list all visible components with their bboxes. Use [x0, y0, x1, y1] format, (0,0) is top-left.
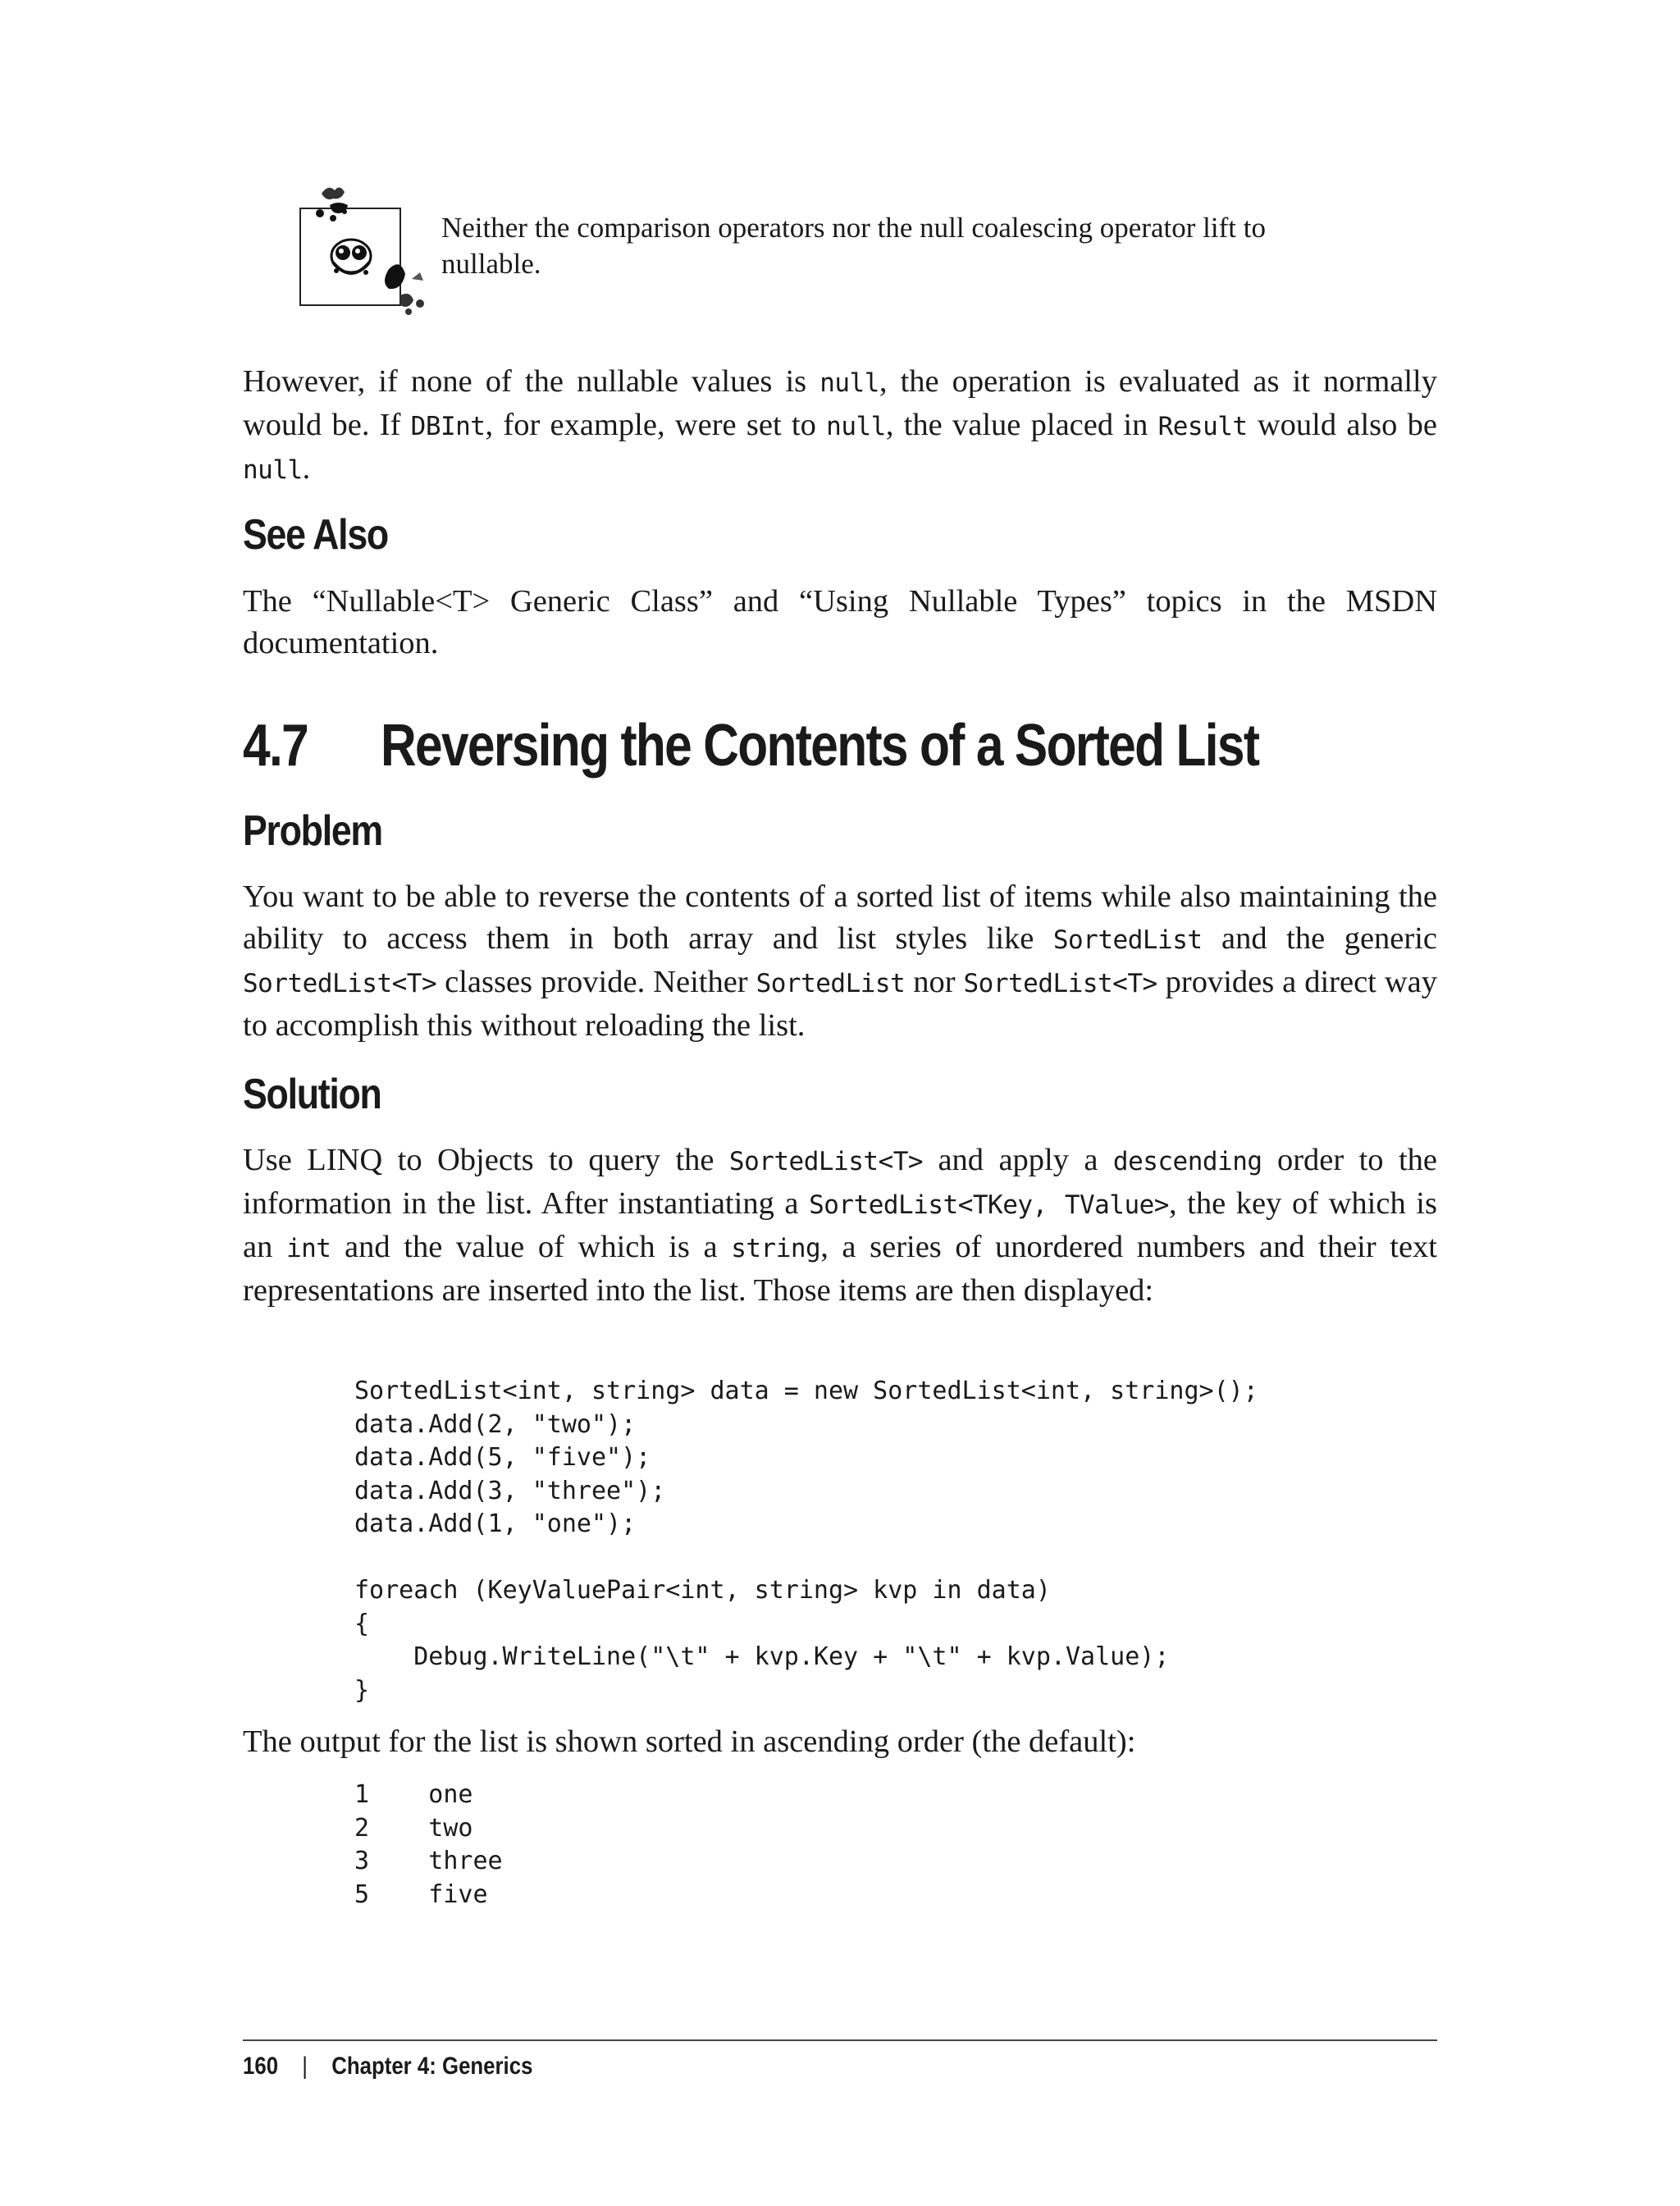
- solution-heading: Solution: [243, 1071, 381, 1118]
- inline-code: SortedList<TKey, TValue>: [809, 1190, 1169, 1220]
- chapter-label: Chapter 4: Generics: [331, 2053, 533, 2080]
- code-listing-output: 1 one 2 two 3 three 5 five: [354, 1780, 503, 1909]
- code-listing-sortedlist: SortedList<int, string> data = new SortedList<int, string>(); data.Add(2, "two"); data.Add(5, "five"); data.Add(3, "three"); data.Add(1, "one"); foreach (KeyValuePair<int, string> kvp in data) { Debug.WriteLine("\t" + kvp.Key + "\t" + kvp.Value); }: [354, 1377, 1258, 1705]
- inline-code: null: [826, 412, 886, 441]
- inline-code: DBInt: [410, 412, 486, 441]
- note-box: [297, 180, 1445, 320]
- see-also-heading: See Also: [243, 511, 388, 559]
- inline-code: int: [285, 1234, 331, 1263]
- inline-code: Result: [1157, 412, 1248, 441]
- inline-code: null: [243, 455, 303, 485]
- inline-code: SortedList<T>: [728, 1147, 924, 1176]
- inline-code: SortedList: [1052, 925, 1203, 955]
- recipe-number: 4.7: [243, 713, 308, 779]
- solution-text: Use LINQ to Objects to query the SortedList<T> and apply a descending order to the information in the list. After instantiating a SortedList<TKey, TValue>, the key of which is an int and the value of which is a string, a series of unordered numbers and their text representations are inserted into the list. Those items are then displayed:: [243, 1143, 1438, 1308]
- inline-code: null: [819, 368, 879, 398]
- page-footer: [243, 2053, 532, 2080]
- see-also-text: The “Nullable<T> Generic Class” and “Using Nullable Types” topics in the MSDN documentation.: [243, 584, 1437, 660]
- inline-code: descending: [1112, 1147, 1262, 1176]
- note-text: Neither the comparison operators nor the null coalescing operator lift to nullable.: [441, 212, 1266, 280]
- inline-code: SortedList: [756, 969, 906, 998]
- paragraph-nullable-result: However, if none of the nullable values is null, the operation is evaluated as it normally would be. If DBInt, for example, were set to null, the value placed in Result would also be null.: [243, 364, 1438, 486]
- output-intro-text: The output for the list is shown sorted in ascending order (the default):: [243, 1724, 1136, 1759]
- footer-rule: [243, 2039, 1437, 2041]
- footer-separator: |: [302, 2053, 308, 2080]
- problem-text: You want to be able to reverse the contents of a sorted list of items while also maintaining the ability to access them in both array and list styles like SortedList and the generic SortedList<T> classes provide. Neither SortedList nor SortedList<T> provides a direct way to accomplish this without reloading the list.: [243, 879, 1437, 1043]
- problem-heading: Problem: [243, 807, 382, 855]
- tarsier-tip-icon: [297, 180, 436, 320]
- inline-code: SortedList<T>: [243, 969, 437, 998]
- recipe-title: [243, 712, 1258, 779]
- inline-code: SortedList<T>: [963, 969, 1157, 998]
- page-number: 160: [243, 2053, 279, 2080]
- recipe-title-text: Reversing the Contents of a Sorted List: [381, 713, 1259, 779]
- inline-code: string: [731, 1234, 821, 1263]
